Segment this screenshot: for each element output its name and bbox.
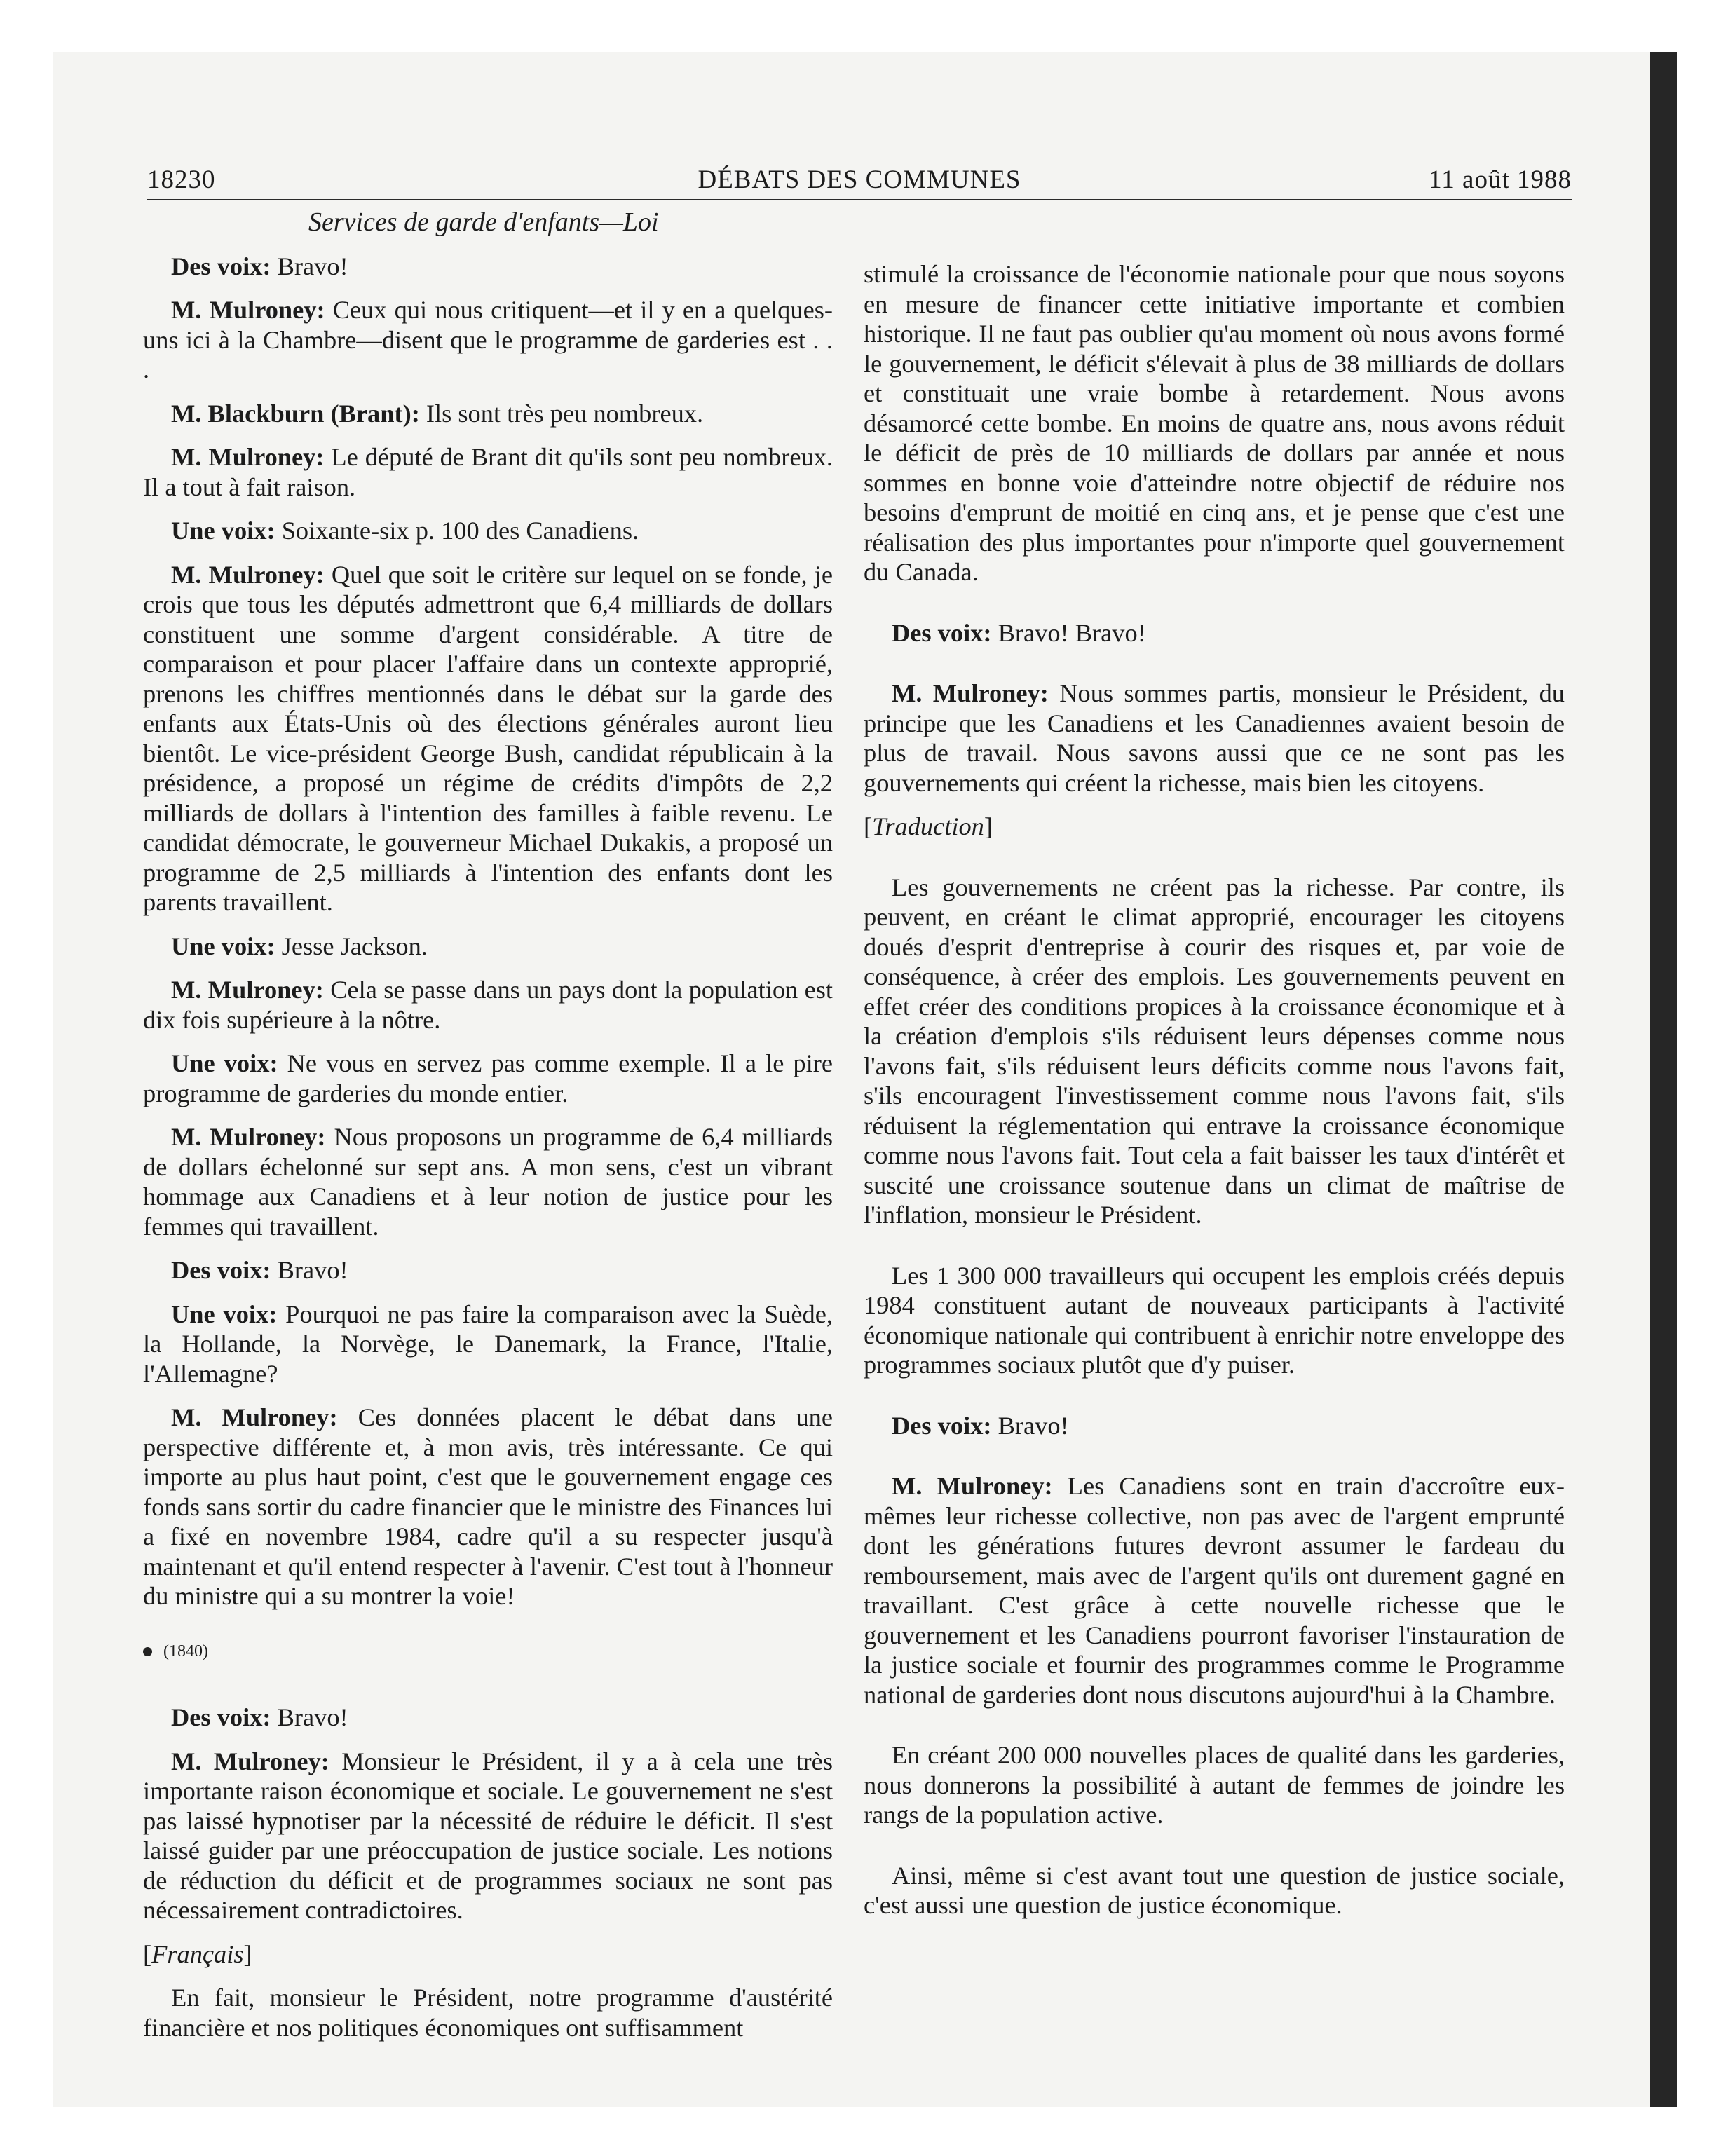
speech: Des voix: Bravo! Bravo! [892,618,1146,647]
speaker: M. Mulroney: [171,1747,329,1775]
speech: M. Mulroney: Quel que soit le critère sur lequel on se fonde, je crois que tous les députés admettront que 6,4 milliards de dollars constituent une somme d'argent considérable. A titre de comparaison et pour placer l'affaire dans un contexte approprié, prenons les chiffres mentionnés dans le débat sur la garde des enfants aux États-Unis où des élections générales auront lieu bientôt. Le vice-président George Bush, candidat républicain à la présidence, a proposé un régime de crédits d'impôts de 2,2 milliards de dollars à l'intention des familles à faible revenu. Le candidat démocrate, le gouverneur Michael Dukakis, a proposé un programme de 2,5 milliards à l'intention des enfants dont les parents travaillent. [143,560,833,916]
language-marker: [Français] [143,1939,252,1968]
speaker: M. Mulroney: [171,296,325,324]
paragraph: Ainsi, même si c'est avant tout une question de justice sociale, c'est aussi une question de justice économique. [864,1861,1565,1919]
speech: M. Mulroney: Ceux qui nous critiquent—et il y en a quelques-uns ici à la Chambre—disent que le programme de garderies est . . . [143,296,834,383]
speech: Des voix: Bravo! [171,1256,348,1284]
speech: Une voix: Pourquoi ne pas faire la comparaison avec la Suède, la Hollande, la Norvège, le Danemark, la France, l'Italie, l'Allemagne? [143,1299,833,1388]
speaker: Une voix: [171,517,275,545]
speaker: Des voix: [892,1411,992,1440]
timestamp: (1840) [143,1637,833,1667]
speech: Une voix: Jesse Jackson. [171,932,428,960]
speech: M. Blackburn (Brant): Ils sont très peu nombreux. [171,399,704,428]
speech: Une voix: Ne vous en servez pas comme exemple. Il a le pire programme de garderies du monde entier. [143,1049,833,1107]
speaker: M. Mulroney: [171,560,325,589]
paragraph: En créant 200 000 nouvelles places de qualité dans les garderies, nous donnerons la possibilité à autant de femmes de joindre les rangs de la population active. [864,1741,1565,1829]
speaker: Des voix: [171,1256,271,1284]
paragraph: stimulé la croissance de l'économie nationale pour que nous soyons en mesure de financer cette initiative importante et combien historique. Il ne faut pas oublier qu'au moment où nous avons formé le gouvernement, le déficit s'élevait à plus de 38 milliards de dollars et constituait une vraie bombe à retardement. Nous avons désamorcé cette bombe. En moins de quatre ans, nous avons réduit le déficit de près de 10 milliards de dollars par année et nous sommes en bonne voie d'atteindre notre objectif de réduire nos besoins d'emprunt de moitié en cinq ans, et je pense que c'est une réalisation des plus importantes pour n'importe quel gouvernement du Canada. [864,260,1565,586]
speaker: M. Mulroney: [892,679,1049,707]
speech: M. Mulroney: Cela se passe dans un pays dont la population est dix fois supérieure à la nôtre. [143,976,833,1034]
speech: M. Mulroney: Nous proposons un programme de 6,4 milliards de dollars échelonné sur sept ans. A mon sens, c'est un vibrant hommage aux Canadiens et à leur notion de justice pour les femmes qui travaillent. [143,1123,833,1241]
section-subheading: Services de garde d'enfants—Loi [308,207,659,237]
bullet-dot-icon [143,1647,152,1656]
speech: Des voix: Bravo! [171,1703,348,1731]
speech: Des voix: Bravo! [892,1411,1069,1440]
speech: Des voix: Bravo! [171,252,348,280]
speaker: M. Mulroney: [171,443,325,471]
speaker: M. Mulroney: [171,1403,338,1431]
speech: M. Mulroney: Monsieur le Président, il y a à cela une très importante raison économique et sociale. Le gouvernement ne s'est pas laissé hypnotiser par la nécessité de réduire le déficit. Il s'est laissé guider par une préoccupation de justice sociale. Les notions de réduction du déficit et de programmes sociaux ne sont pas nécessairement contradictoires. [143,1747,833,1924]
speaker: Une voix: [171,1299,278,1328]
paragraph: En fait, monsieur le Président, notre programme d'austérité financière et nos politiques économiques ont suffisamment [143,1984,833,2042]
page-number: 18230 [147,165,216,194]
language-marker: [Traduction] [864,812,993,840]
speaker: Des voix: [892,618,992,647]
left-column [143,207,833,2056]
paragraph: Les 1 300 000 travailleurs qui occupent les emplois créés depuis 1984 constituent autant de nouveaux participants à l'activité économique nationale qui contribuent à enrichir notre enveloppe des programmes sociaux plutôt que d'y puiser. [864,1261,1565,1379]
speech: M. Mulroney: Ces données placent le débat dans une perspective différente et, à mon avis, très intéressante. Ce qui importe au plus haut point, c'est que le gouvernement engage ces fonds sans sortir du cadre financier que le ministre des Finances lui a fixé en novembre 1984, cadre qu'il a su respecter jusqu'à maintenant et qu'il entend respecter à l'avenir. C'est tout à l'honneur du ministre qui a su montrer la voie! [143,1403,833,1610]
speaker: M. Blackburn (Brant): [171,399,420,428]
speech: M. Mulroney: Les Canadiens sont en train d'accroître eux-mêmes leur richesse collective, non pas avec de l'argent emprunté dont les générations futures devront assumer le fardeau du remboursement, mais avec de l'argent qu'ils ont durement gagné en travaillant. C'est grâce à cette nouvelle richesse que le gouvernement et les Canadiens pourront favoriser l'instauration de la justice sociale et fournir des programmes comme le Programme national de garderies dont nous discutons aujourd'hui à la Chambre. [864,1472,1565,1709]
speech: M. Mulroney: Le député de Brant dit qu'ils sont peu nombreux. Il a tout à fait raison. [143,443,833,501]
speaker: Une voix: [171,932,275,960]
speaker: M. Mulroney: [171,1123,326,1151]
page-header [147,163,1572,200]
speaker: Des voix: [171,252,271,280]
speech: Une voix: Soixante-six p. 100 des Canadiens. [171,517,639,545]
paragraph: Les gouvernements ne créent pas la richesse. Par contre, ils peuvent, en créant le climat approprié, encourager les citoyens doués d'esprit d'entreprise à courir des risques et, par voie de conséquence, à créer des emplois. Les gouvernements peuvent en effet créer des conditions propices à la croissance économique et à la création d'emplois s'ils réduisent leurs dépenses comme nous l'avons fait, s'ils réduisent leurs déficits comme nous l'avons fait, s'ils encouragent l'investissement comme nous l'avons fait, s'ils réduisent la réglementation qui entrave la croissance économique comme nous l'avons fait. Tout cela a fait baisser les taux d'intérêt et suscité une croissance soutenue dans un climat de maîtrise de l'inflation, monsieur le Président. [864,873,1565,1229]
page-date: 11 août 1988 [1429,165,1572,194]
publication-title: DÉBATS DES COMMUNES [698,165,1021,194]
speaker: Des voix: [171,1703,271,1731]
speaker: Une voix: [171,1049,278,1077]
speaker: M. Mulroney: [171,976,324,1004]
scan-edge-bar [1650,52,1677,2107]
speaker: M. Mulroney: [892,1472,1053,1500]
speech: M. Mulroney: Nous sommes partis, monsieur le Président, du principe que les Canadiens et les Canadiennes avaient besoin de plus de travail. Nous savons aussi que ce ne sont pas les gouvernements qui créent la richesse, mais bien les citoyens. [864,679,1565,797]
right-column [864,259,1565,1935]
